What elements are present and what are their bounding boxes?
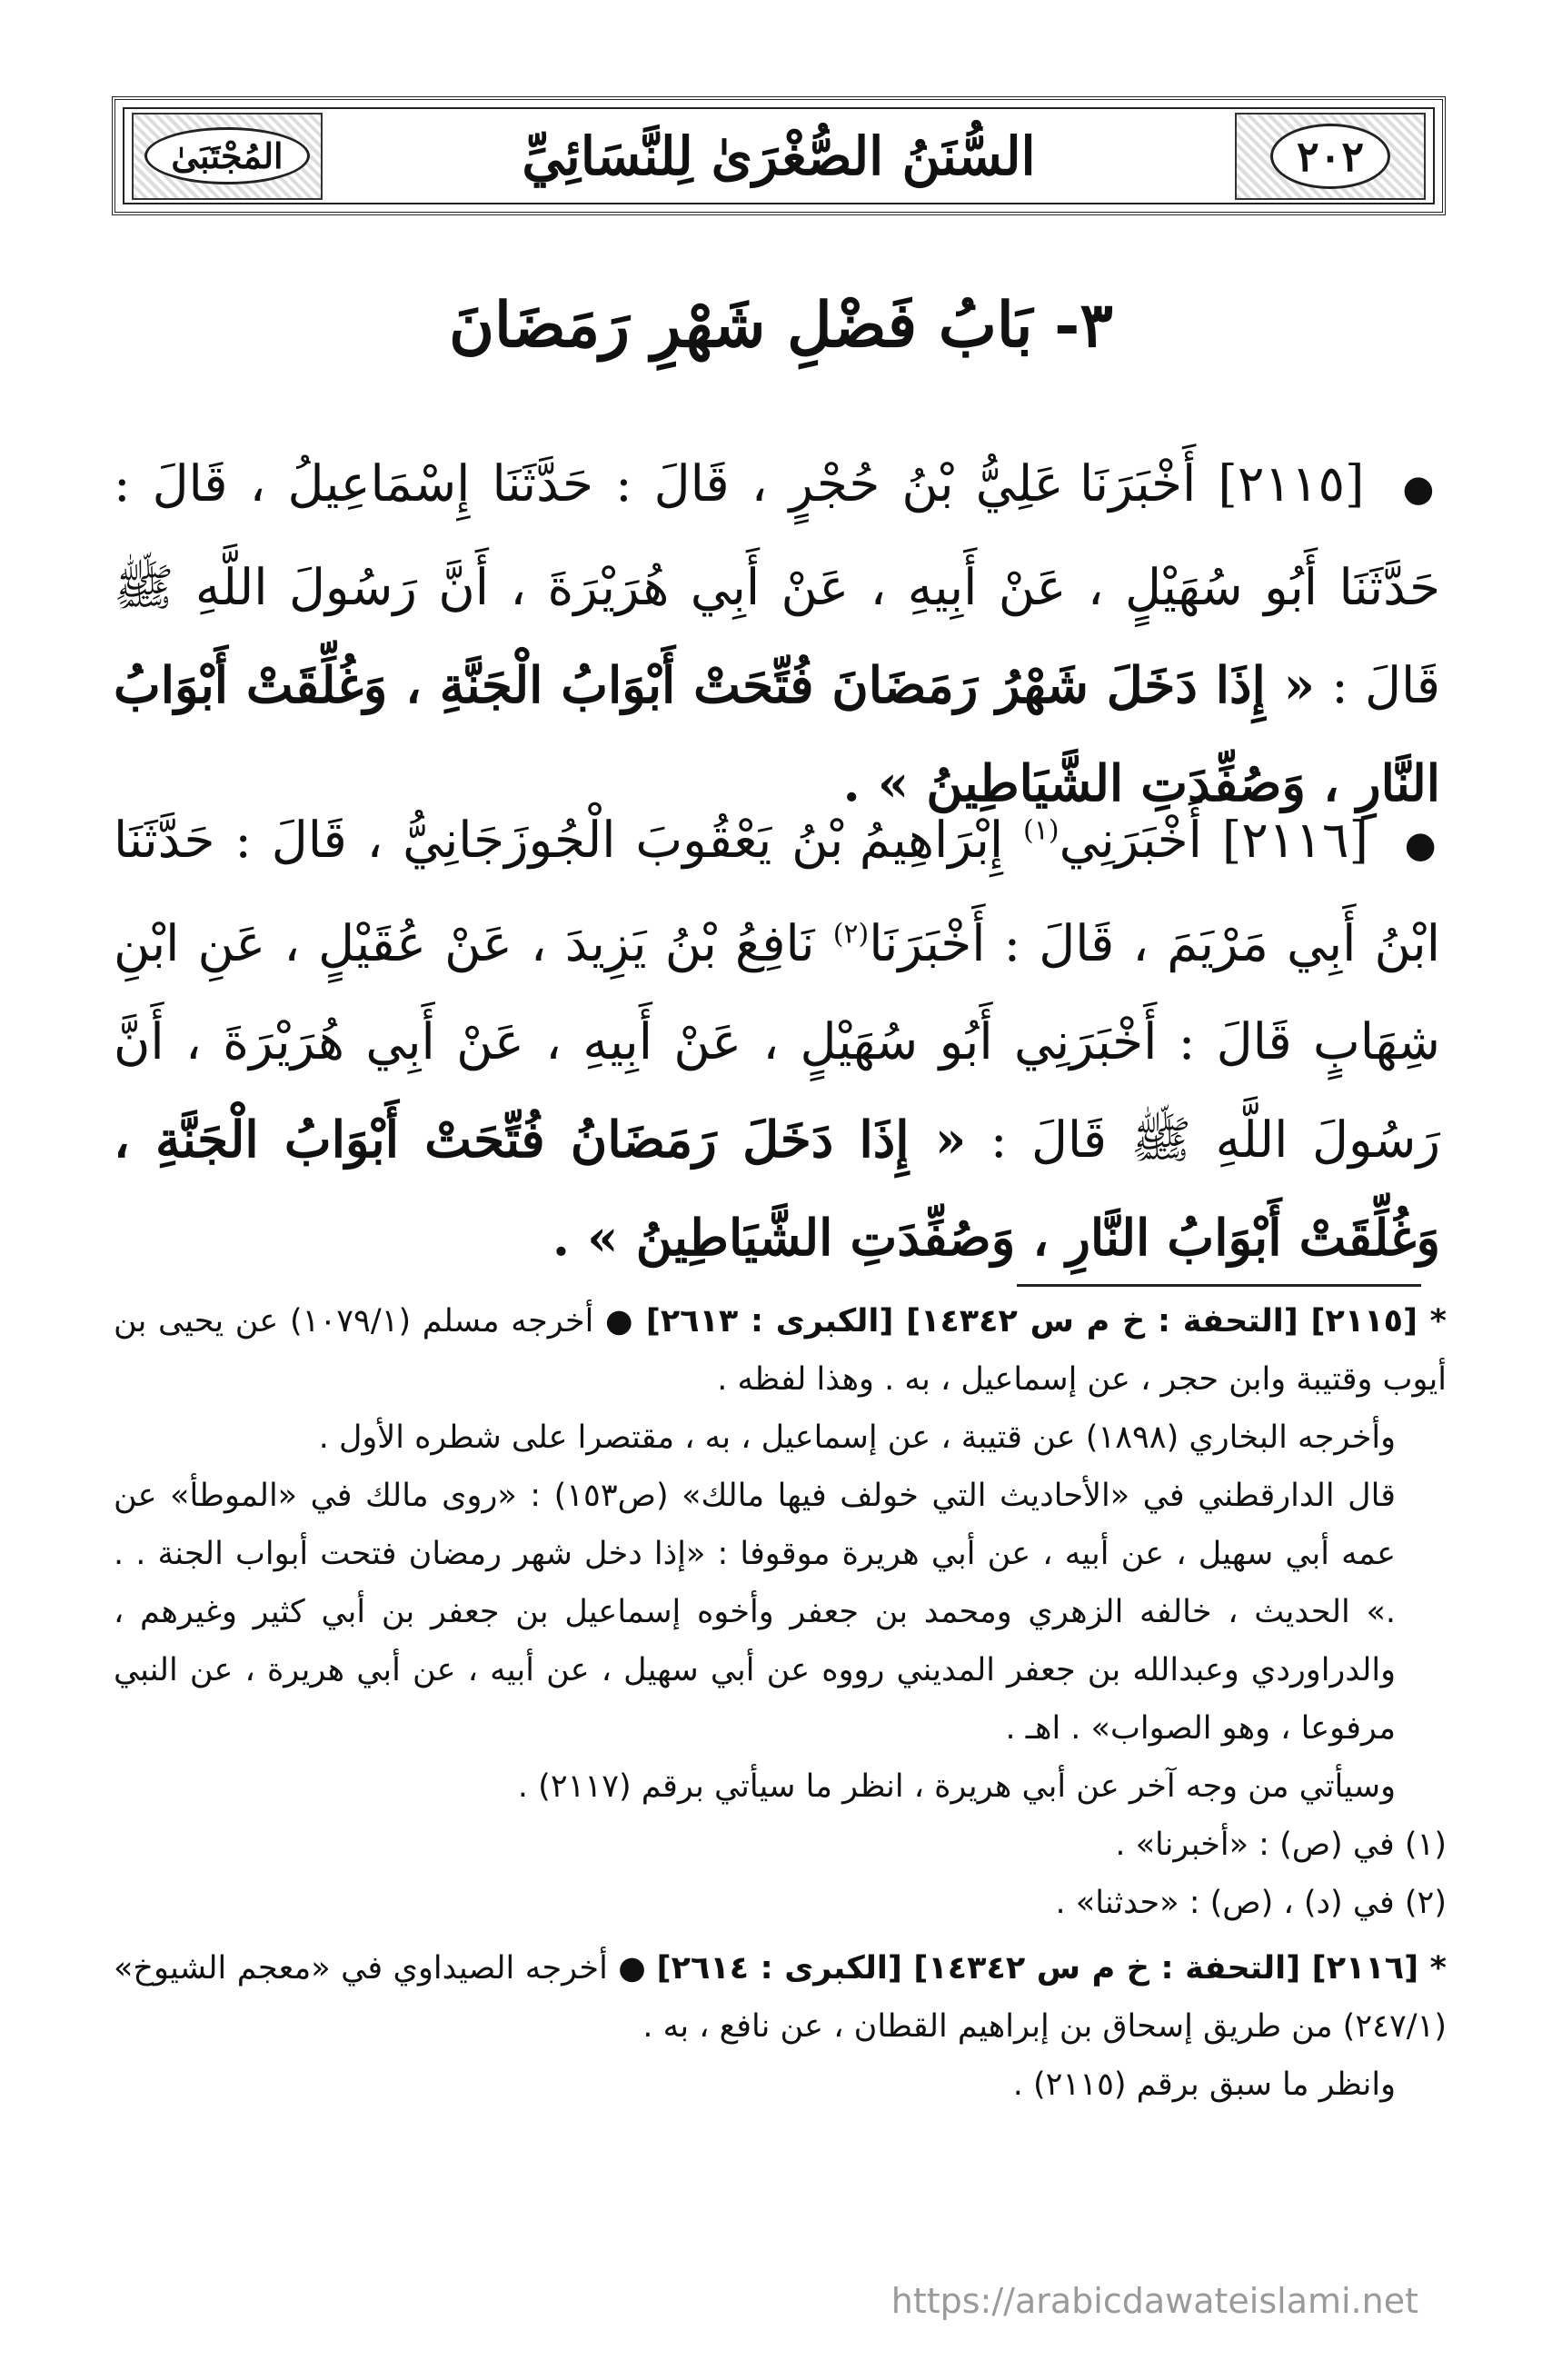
hadith-text-part-a: أَخْبَرَنِي — [1059, 811, 1202, 869]
hadith-number: [٢١١٦] — [1221, 811, 1368, 869]
note-2116-head — [114, 1939, 1447, 2056]
page-number-ornament — [1235, 113, 1426, 200]
note-2115-head — [114, 1292, 1447, 1409]
footnote-divider — [1017, 1284, 1421, 1287]
footnote-1: (١) في (ص) : «أخبرنا» . — [1115, 1827, 1447, 1863]
footnote-2: (٢) في (د) ، (ص) : «حدثنا» . — [1055, 1885, 1447, 1921]
hadith-2115 — [114, 434, 1440, 832]
source-watermark: https://arabicdawateislami.net — [890, 2281, 1418, 2321]
book-emblem — [132, 113, 323, 200]
hadith-number: [٢١١٥] — [1218, 454, 1365, 513]
note-2116-text: ● أخرجه الصيداوي في «معجم الشيوخ» (٢٤٧/١) من طريق إسحاق بن إبراهيم القطان ، عن نافع ، به . — [114, 1950, 1447, 2045]
bullet-icon: ● — [1402, 468, 1441, 510]
book-emblem-label: المُجْتَبَىٰ — [144, 127, 309, 184]
chapter-heading: ٣- بَابُ فَضْلِ شَهْرِ رَمَضَانَ — [449, 289, 1113, 362]
page-header — [112, 96, 1446, 215]
bullet-icon: ● — [1404, 824, 1441, 866]
hadith-text-part-c: نَافِعُ بْنُ يَزِيدَ ، عَنْ عُقَيْلٍ ، عَنِ ابْنِ شِهَابٍ قَالَ : أَخْبَرَنِي أَبُو سُهَيْلٍ ، عَنْ أَبِيهِ ، عَنْ أَبِي هُرَيْرَةَ ، أَنَّ رَسُولَ اللَّهِ ﷺ قَالَ : — [114, 914, 1441, 1169]
hadith-2116 — [114, 791, 1440, 1287]
hadith-quote: « إِذَا دَخَلَ شَهْرُ رَمَضَانَ فُتِّحَتْ أَبْوَابُ الْجَنَّةِ ، وَغُلِّقَتْ أَبْوَابُ النَّارِ ، وَصُفِّدَتِ الشَّيَاطِينُ » . — [114, 655, 1440, 812]
hadith-quote: « إِذَا دَخَلَ رَمَضَانُ فُتِّحَتْ أَبْوَابُ الْجَنَّةِ ، وَغُلِّقَتْ أَبْوَابُ النَّارِ ، وَصُفِّدَتِ الشَّيَاطِينُ » . — [114, 1110, 1440, 1267]
page-number: ٢٠٢ — [1270, 124, 1390, 189]
note-2115-text: ● أخرجه مسلم (١٠٧٩/١) عن يحيى بن أيوب وقتيبة وابن حجر ، عن إسماعيل ، به . وهذا لفظه . — [114, 1303, 1447, 1398]
footnote-ref-2: (٢) — [832, 918, 870, 951]
book-title: السُّنَنُ الصُّغْرَىٰ لِلنَّسَائِيِّ — [522, 124, 1036, 187]
footnote-ref-1: (١) — [1023, 814, 1060, 847]
note-2116-ref: * [٢١١٦] [التحفة : خ م س ١٤٣٤٢] [الكبرى : ٢٦١٤] — [656, 1950, 1447, 1987]
note-2115-ref: * [٢١١٥] [التحفة : خ م س ١٤٣٤٢] [الكبرى : ٢٦١٣] — [645, 1303, 1447, 1339]
notes-section — [114, 1292, 1447, 2114]
hadith-text: أَخْبَرَنَا عَلِيُّ بْنُ حُجْرٍ ، قَالَ : حَدَّثَنَا إِسْمَاعِيلُ ، قَالَ : حَدَّثَنَا أَبُو سُهَيْلٍ ، عَنْ أَبِيهِ ، عَنْ أَبِي هُرَيْرَةَ ، أَنَّ رَسُولَ اللَّهِ ﷺ قَالَ : — [114, 454, 1440, 714]
note-2115-daraqutni: قال الدارقطني في «الأحاديث التي خولف فيها مالك» (ص١٥٣) : «روى مالك في «الموطأ» عن عمه أبي سهيل ، عن أبيه ، عن أبي هريرة موقوفا : «إذا دخل شهر رمضان فتحت أبواب الجنة . . .» الحديث ، خالفه الزهري ومحمد بن جعفر وأخوه إسماعيل بن جعفر بن أبي كثير وغيرهم ، والدراوردي وعبدالله بن جعفر المديني رووه عن أبي سهيل ، عن أبيه ، عن أبي هريرة ، عن النبي مرفوعا ، وهو الصواب» . اهـ . — [114, 1478, 1396, 1747]
note-2116-cross-ref: وانظر ما سبق برقم (٢١١٥) . — [1012, 2066, 1396, 2103]
hadith-text-part-b: إِبْرَاهِيمُ بْنُ يَعْقُوبَ الْجُوزَجَانِيُّ ، قَالَ : حَدَّثَنَا ابْنُ أَبِي مَرْيَمَ ، قَالَ : أَخْبَرَنَا — [114, 811, 1440, 972]
note-2115-cross-ref: وسيأتي من وجه آخر عن أبي هريرة ، انظر ما سيأتي برقم (٢١١٧) . — [517, 1768, 1396, 1805]
note-2115-bukhari: وأخرجه البخاري (١٨٩٨) عن قتيبة ، عن إسماعيل ، به ، مقتصرا على شطره الأول . — [318, 1419, 1396, 1456]
